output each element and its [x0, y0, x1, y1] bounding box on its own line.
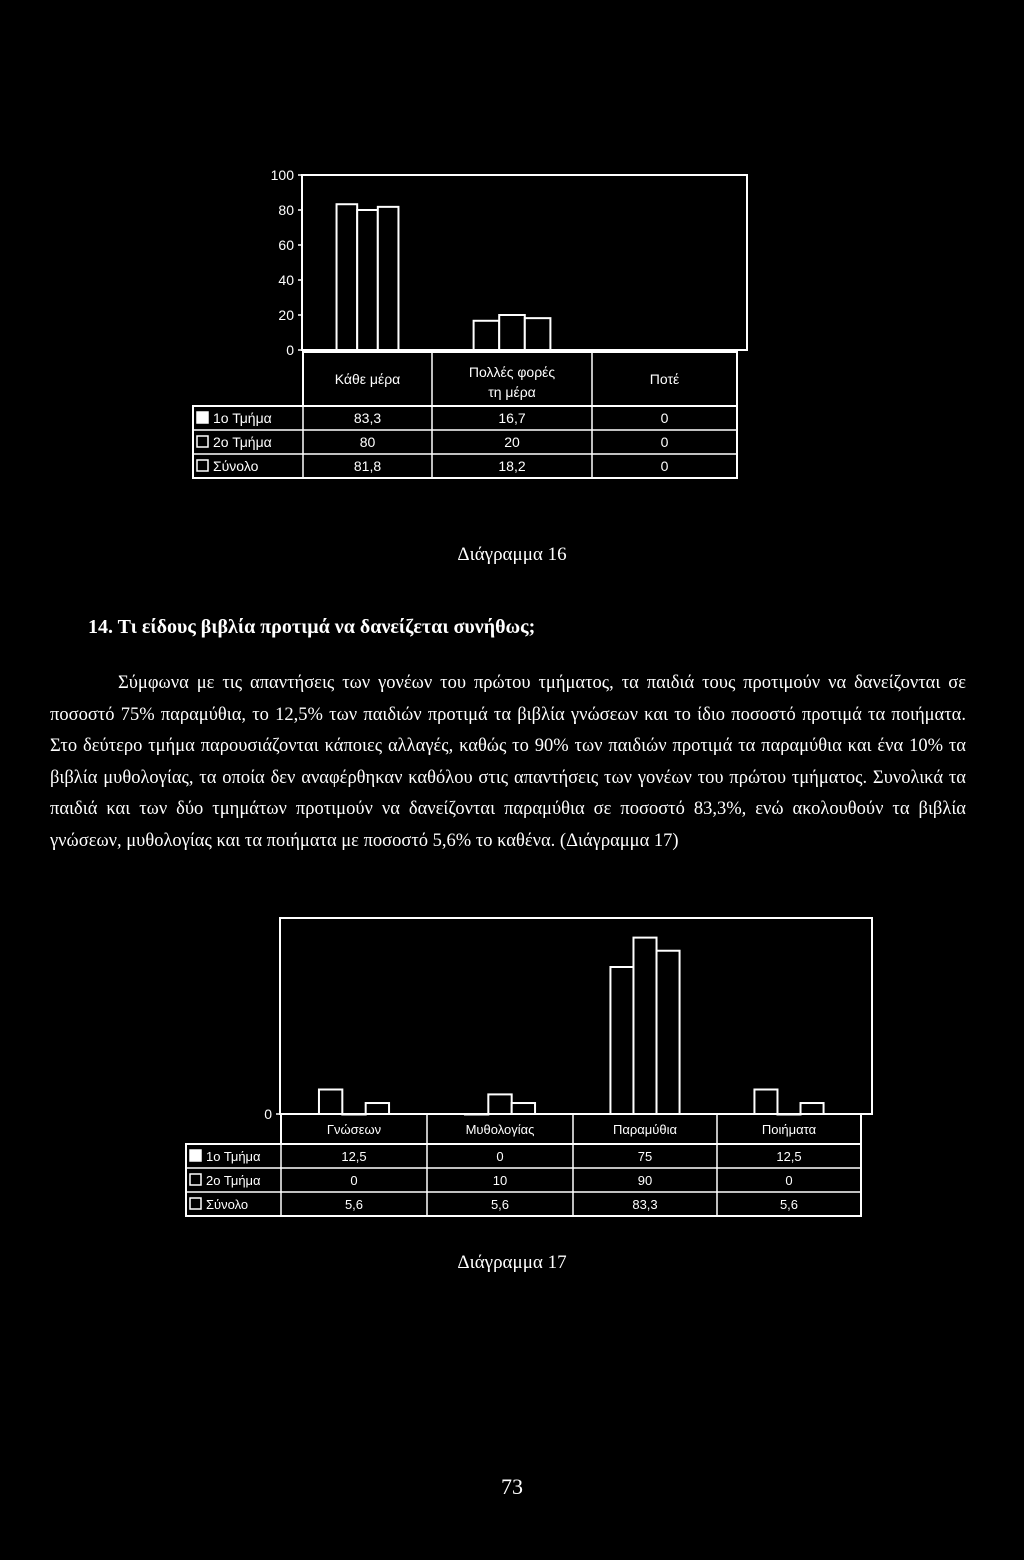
legend-label: 1ο Τμήμα	[206, 1149, 261, 1164]
data-table-body	[193, 406, 737, 478]
chart-17	[0, 900, 1024, 1230]
data-value-label: 0	[785, 1173, 793, 1188]
data-value-label: 16,7	[498, 410, 526, 426]
y-tick-label: 40	[278, 272, 294, 288]
legend-swatch	[190, 1198, 201, 1209]
y-tick-label: 0	[264, 1106, 272, 1122]
bar-3-1	[366, 1103, 389, 1114]
chart-17-caption: Διάγραμμα 17	[457, 1252, 567, 1273]
legend-label: 1ο Τμήμα	[213, 410, 272, 426]
bar-3-2	[525, 318, 551, 350]
plot-frame	[280, 918, 872, 1114]
data-value-label: 12,5	[776, 1149, 802, 1164]
data-value-label: 90	[637, 1173, 653, 1188]
category-label: τη μέρα	[488, 384, 536, 400]
data-value-label: 0	[350, 1173, 358, 1188]
bar-1-3	[610, 967, 633, 1114]
legend-label: 2ο Τμήμα	[206, 1173, 261, 1188]
bar-2-2	[488, 1094, 511, 1114]
bar-1-2	[474, 321, 500, 350]
data-value-label: 0	[496, 1149, 504, 1164]
category-label: Πολλές φορές	[468, 364, 556, 380]
body-paragraph: Σύμφωνα με τις απαντήσεις των γονέων του πρώτου τμήματος, τα παιδιά τους προτιμούν να δανείζονται σε ποσοστό 75% παραμύθια, το 12,5% των παιδιών προτιμά τα βιβλία γνώσεων και το ίδιο ποσοστό προτιμά τα ποιήματα. Στο δεύτερο τμήμα παρουσιάζονται κάποιες αλλαγές, καθώς το 90% των παιδιών προτιμά τα παραμύθια και ένα 10% τα βιβλία μυθολογίας, τα οποία δεν αναφέρθηκαν καθόλου στις απαντήσεις των γονέων του πρώτου τμήματος. Συνολικά τα παιδιά και των δύο τμημάτων προτιμούν να δανείζονται παραμύθια σε ποσοστό 83,3%, ενώ ακολουθούν τα βιβλία γνώσεων, μυθολογίας και τα ποιήματα με ποσοστό 5,6% το καθένα. (Διάγραμμα 17)	[50, 673, 966, 851]
category-label: Μυθολογίας	[465, 1122, 535, 1137]
category-label: Ποιήματα	[761, 1122, 817, 1137]
data-value-label: 12,5	[341, 1149, 367, 1164]
legend-label: Σύνολο	[206, 1197, 249, 1212]
data-value-label: 5,6	[344, 1197, 364, 1212]
data-value-label: 10	[492, 1173, 508, 1188]
data-value-label: 83,3	[353, 410, 382, 426]
data-value-label: 18,2	[498, 458, 526, 474]
legend-label: 2ο Τμήμα	[213, 434, 272, 450]
category-label: Γνώσεων	[326, 1122, 382, 1137]
chart-16	[0, 160, 1024, 500]
data-value-label: 83,3	[632, 1197, 658, 1212]
bar-3-3	[676, 350, 699, 351]
bar-1-4	[754, 1090, 777, 1115]
bar-2-2	[499, 315, 525, 350]
data-value-label: 5,6	[779, 1197, 799, 1212]
data-value-label: 80	[359, 434, 376, 450]
bar-3-3	[657, 951, 680, 1114]
bar-1-1	[337, 204, 358, 350]
legend-swatch	[190, 1150, 201, 1161]
data-value-label: 0	[660, 458, 669, 474]
bar-1-1	[319, 1090, 342, 1115]
data-table-body	[186, 1144, 861, 1216]
bar-2-3	[633, 938, 656, 1114]
legend-swatch	[190, 1174, 201, 1185]
y-tick-label: 60	[278, 237, 294, 253]
legend-label: Σύνολο	[213, 458, 259, 474]
y-tick-label: 20	[278, 307, 294, 323]
bar-2-3	[653, 350, 676, 351]
legend-swatch	[197, 460, 208, 471]
data-value-label: 75	[637, 1149, 653, 1164]
bar-3-2	[512, 1103, 535, 1114]
y-tick-label: 100	[270, 167, 294, 183]
bar-3-1	[378, 207, 399, 350]
bar-3-4	[801, 1103, 824, 1114]
data-value-label: 0	[660, 434, 669, 450]
category-label: Παραμύθια	[612, 1122, 678, 1137]
legend-swatch	[197, 436, 208, 447]
category-label: Κάθε μέρα	[334, 371, 401, 387]
y-tick-label: 0	[286, 342, 294, 358]
data-value-label: 81,8	[353, 458, 382, 474]
data-value-label: 5,6	[490, 1197, 510, 1212]
question-heading: 14. Τι είδους βιβλία προτιμά να δανείζεται συνήθως;	[88, 616, 536, 638]
data-value-label: 0	[660, 410, 669, 426]
category-label: Ποτέ	[649, 371, 680, 387]
y-tick-label: 80	[278, 202, 294, 218]
chart-16-caption: Διάγραμμα 16	[457, 544, 567, 565]
legend-swatch	[197, 412, 208, 423]
data-value-label: 20	[504, 434, 520, 450]
bar-1-3	[630, 350, 653, 351]
bar-2-1	[357, 210, 378, 350]
page-number: 73	[501, 1474, 523, 1499]
